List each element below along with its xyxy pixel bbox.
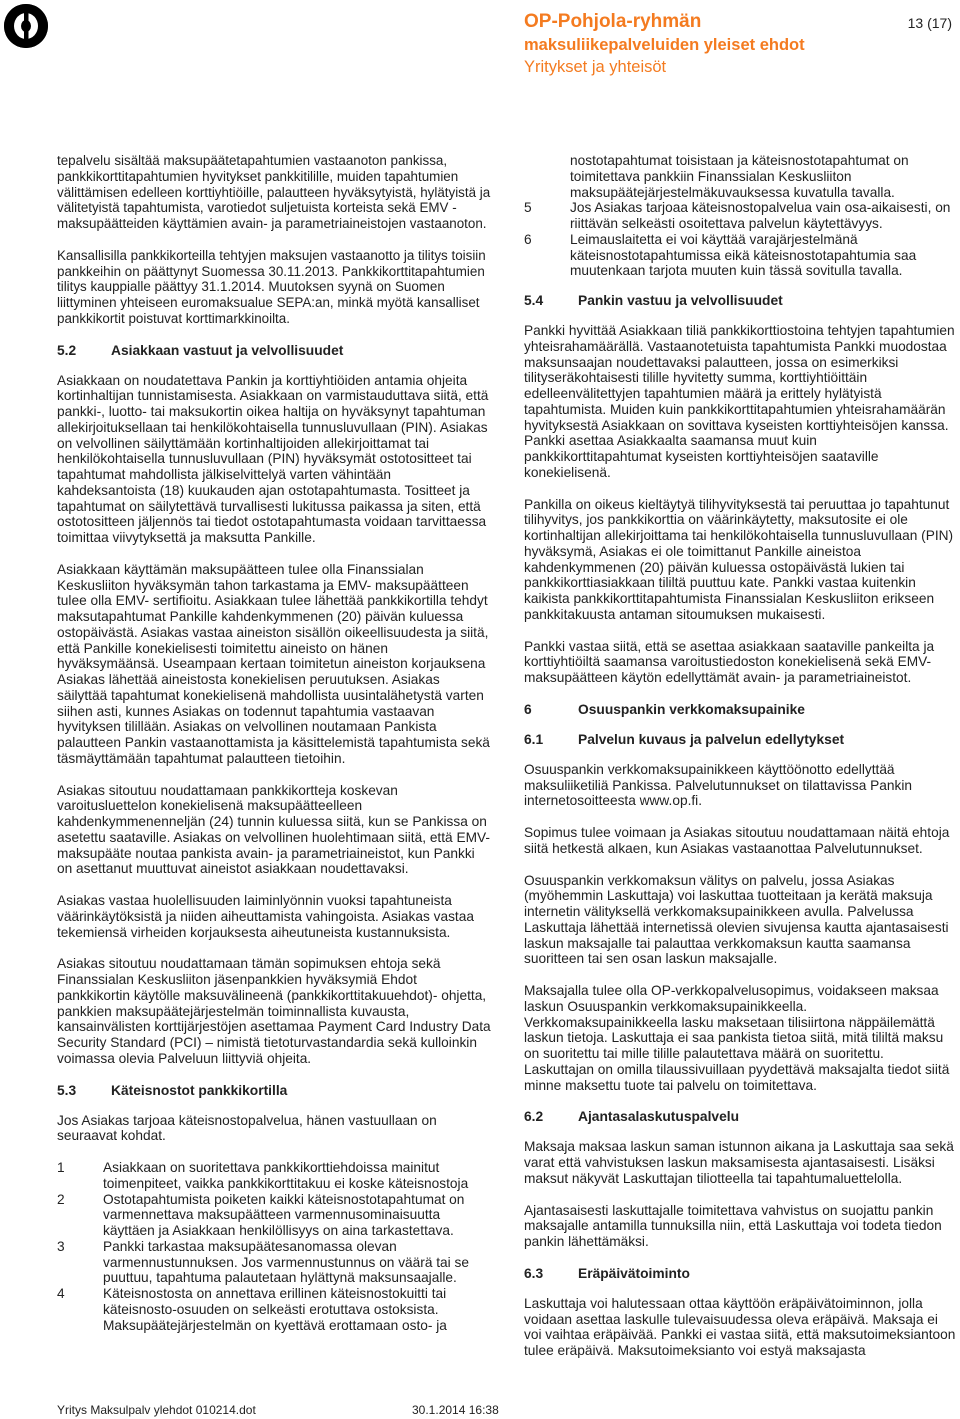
paragraph: Sopimus tulee voimaan ja Asiakas sitoutuu noudattamaan näitä ehtoja siitä hetkestä alkaen, kun Asiakas vastaanottaa Palvelutunnukset. (524, 825, 950, 856)
header-subtitle-2: Yritykset ja yhteisöt (524, 58, 667, 76)
page-number: 13 (17) (907, 15, 952, 31)
paragraph: Asiakkaan käyttämän maksupäätteen tulee olla Finanssialan Keskusliiton hyväksymän tahon tarkastama ja EMV- maksupäätteen tulee olla EMV- sertifioitu. Asiakkaan tulee lähettää pankkikortilla tehdyt maksutapahtumat Pankille kahdenkymmenen (20) päivän kuluessa ostopäivästä. Asiakas vastaa aineiston sisällön oikeellisuudesta ja siitä, että Pankille konekielisesti toimitettu aineisto on hänen hyväksymäänsä. Useampaan kertaan toimitetun aineiston korjauksena Asiakas lähettää aineistosta konekielisen peruutuksen. Asiakas säilyttää tapahtumat konekielisenä mahdollista uusintalähetystä varten siihen asti, kunnes Asiakas on todennut tapahtumia vastaavan hyvityksen tilillään. Asiakas on velvollinen noutamaan Pankista palautteen Pankin vastaanottamista ja käsittelemistä tapahtumista sekä täsmäyttämään tapahtumat palautteen tietoihin. (57, 561, 490, 766)
list-item: 6 Leimauslaitetta ei voi käyttää varajärjestelmänä käteisnostotapahtumissa eikä käteisnostotapahtumia saa muutenkaan tarjota muuten kuin tässä sovitulla tavalla. (524, 231, 917, 279)
paragraph: Pankki vastaa siitä, että se asettaa asiakkaan saataville pankeilta ja korttiyhtiöiltä saamansa varoitustiedoston konekielisenä sekä EMV-maksupäätteen käytön edellyttämät avain- ja parametriaineistot. (524, 638, 935, 685)
paragraph: Asiakkaan on noudatettava Pankin ja korttiyhtiöiden antamia ohjeita kortinhaltijan tunnistamisesta. Asiakkaan on varmistauduttava siitä, että pankki-, luotto- tai maksukortin oikea haltija on hyväksynyt tapahtuman allekirjoituksellaan tai henkilökohtaisella tunnusluvullaan (PIN). Asiakas on velvollinen säilyttämään kortinhaltijoiden allekirjoittamat tai henkilökohtaisella tunnusluvullaan (PIN) hyväksymät ostotositteet tai tapahtumat mahdollista jälkiselvittelyä varten vähintään kahdeksantoista (18) kuukauden ajan ostotapahtumasta. Tositteet ja tapahtumat on säilytettävä turvallisesti lukitussa paikassa ja siten, että ostotositteen jäljennös tai tiedot ostotapahtumasta voidaan tarvittaessa toimittaa viivytyksettä ja maksutta Pankille. (57, 372, 489, 545)
op-logo-icon (4, 4, 48, 48)
list-item: 4 Käteisnostosta on annettava erillinen käteisnostokuitti tai käteisnosto-osuuden on selkeästi erotuttava ostoksista. Maksupäätejärjestelmän on kyettävä erottamaan osto- ja (57, 1286, 447, 1333)
paragraph: tepalvelu sisältää maksupäätetapahtumien vastaanoton pankissa, pankkikorttitapahtumien hyvitykset pankkitilille, muiden tapahtumien välittämisen edelleen korttiyhtiöille, palautteen hyväksytyistä, hylätyistä ja välitetyistä tapahtumista, varotiedot suljetuista korteista sekä EMV -maksupäätteiden käyttämien avain- ja parametriaineistojen vastaanoton. (57, 153, 491, 231)
paragraph: Ajantasaisesti laskuttajalle toimitettava vahvistus on suojattu pankin maksajalle antamilla tunnuksilla niin, että Laskuttaja voi todeta tiedon pankin lähettämäksi. (524, 1202, 942, 1249)
paragraph: Pankilla on oikeus kieltäytyä tilihyvityksestä tai peruuttaa jo tapahtunut tilihyvitys, jos pankkikorttia on väärinkäytetty, maksutosite ei ole kortinhaltijan allekirjoittama tai henkilökohtaisella tunnusluvullaan (PIN) hyväksymä, Asiakas ei ole toimittanut Pankille aineistoa kahdenkymmenen (20) päivän kuluessa ostopäivästä lukien tai pankkikorttiasiakkaan tililtä puuttuu kate. Pankki vastaa kuitenkin kaikista pankkikorttitapahtumista Finanssialan Keskusliiton erikseen pankkitakuusta antaman sitoumuksen mukaisesti. (524, 496, 954, 622)
paragraph: Asiakas sitoutuu noudattamaan pankkikortteja koskevan varoitusluettelon konekielisenä maksupäätteelleen kahdenkymmenenneljän (24) tunnin kuluessa siitä, kun se Pankissa on asetettu saataville. Asiakas on velvollinen huolehtimaan siitä, että EMV- maksupääte noutaa pankista avain- ja parametriaineistot, kun Pankki on asettanut muuttuvat aineistot asiakkaan noudettavaksi. (57, 782, 490, 877)
numbered-list (524, 153, 956, 279)
paragraph: Laskuttaja voi halutessaan ottaa käyttöön eräpäivätoiminnon, jolla voidaan asettaa laskulle tulevaisuudessa oleva eräpäivä. Maksaja ei voi vaihtaa eräpäivää. Pankki ei vastaa siitä, että maksutoimeksiantoon tulee eräpäivä. Maksutoimeksianto voi estyä maksajasta (524, 1295, 956, 1358)
section-heading-6-3: 6.3 Eräpäivätoiminto (524, 1265, 690, 1281)
section-heading-6: 6 Osuuspankin verkkomaksupainike (524, 701, 805, 717)
section-heading-5-2: 5.2 Asiakkaan vastuut ja velvollisuudet (57, 342, 344, 358)
section-heading-6-1: 6.1 Palvelun kuvaus ja palvelun edellytykset (524, 731, 845, 747)
right-column (524, 153, 956, 1375)
list-item: nostotapahtumat toisistaan ja käteisnostotapahtumat on toimitettava pankkiin Finanssialan Keskusliiton maksupäätejärjestelmäkuvauksessa kuvatulla tavalla. (570, 153, 909, 200)
left-column (57, 153, 493, 1347)
paragraph: Asiakas vastaa huolellisuuden laiminlyönnin vuoksi tapahtuneista väärinkäytöksistä ja niiden aiheuttamista vahingoista. Asiakas vastaa tekemiensä virheiden korjauksesta aiheutuneista kustannuksista. (57, 893, 474, 940)
list-item: 3 Pankki tarkastaa maksupäätesanomassa olevan varmennustunnuksen. Jos varmennustunnus on väärä tai se puuttuu, tapahtuma palautetaan hylättynä maksunsaajalle. (57, 1238, 469, 1286)
paragraph: Pankki hyvittää Asiakkaan tiliä pankkikorttiostoina tehtyjen tapahtumien yhteisrahamäärällä. Vastaanotetuista tapahtumista Pankki muodostaa maksunsaajan noudettavaksi palautteen, jossa on esimerkiksi tilityseräkohtaisesti tilille hyvitetty summa, korttiyhtiöittäin edelleenvälitettyjen tapahtumien määrä ja erittely hylätyistä tapahtumista. Muiden kuin pankkikorttitapahtumien yhteisrahamäärän hyvityksestä Asiakkaan on sovittava kyseisten korttiyhteisöjen kanssa. Pankki asettaa Asiakkaalta saamansa muut kuin pankkikorttitapahtumat kyseisten korttiyhteisöjen saataville konekielisenä. (524, 323, 955, 480)
paragraph: Osuuspankin verkkomaksun välitys on palvelu, jossa Asiakas (myöhemmin Laskuttaja) voi laskuttaa tuotteitaan ja kerätä maksuja internetin välityksellä verkkomaksupainikkeen avulla. Palvelussa Laskuttaja lähettää internetissä olevien sivujensa kautta ajantasaisesti laskun maksajalle tai palauttaa verkkomaksun kautta saamansa suoritteen tai sen osan laskun maksajalle. (524, 872, 949, 967)
numbered-list (57, 1160, 493, 1333)
paragraph: Osuuspankin verkkomaksupainikkeen käyttöönotto edellyttää maksuliiketiliä Pankissa. Palvelutunnukset on tilattavissa Pankin internetosoitteesta www.op.fi. (524, 761, 913, 809)
section-heading-6-2: 6.2 Ajantasalaskutuspalvelu (524, 1109, 740, 1125)
list-item: 2 Ostotapahtumista poiketen kaikki käteisnostotapahtumat on varmennettava maksupäätteen varmennusominaisuutta käyttäen ja Asiakkaan henkilöllisyys on aina tarkastettava. (57, 1191, 465, 1238)
paragraph: Jos Asiakas tarjoaa käteisnostopalvelua, hänen vastuullaan on seuraavat kohdat. (57, 1112, 437, 1144)
list-item: 1 Asiakkaan on suoritettava pankkikorttiehdoissa mainitut toimenpiteet, vaikka pankkikorttitakuu ei koske käteisnostoja (57, 1160, 469, 1191)
list-item: 5 Jos Asiakas tarjoaa käteisnostopalvelua vain osa-aikaisesti, on riittävän selkeästi osoitettava palvelun käytettävyys. (524, 200, 951, 231)
footer-filename: Yritys Maksulpalv ylehdot 010214.dot (57, 1403, 256, 1417)
section-heading-5-3: 5.3 Käteisnostot pankkikortilla (57, 1082, 288, 1098)
footer-date: 30.1.2014 16:38 (412, 1403, 499, 1417)
header-title: OP-Pohjola-ryhmän (524, 11, 702, 32)
section-heading-5-4: 5.4 Pankin vastuu ja velvollisuudet (524, 293, 783, 308)
paragraph: Maksajalla tulee olla OP-verkkopalvelusopimus, voidakseen maksaa laskun Osuuspankin verkkomaksupainikkeella. Verkkomaksupainikkeella lasku maksetaan tilisiirtona näppäilemättä laskun tietoja. Laskuttaja ei saa pankista tietoa siitä, mitä tililtä maksu on suoritettu tai mille tilille palautettava määrä on suoritettu. Laskuttajan on omilla tilaussivuillaan pyydettävä maksajalta tiedot siitä minne maksettu tuote tai palvelu on toimitettava. (524, 983, 950, 1093)
header-subtitle: maksuliikepalveluiden yleiset ehdot (524, 36, 805, 54)
paragraph: Maksaja maksaa laskun saman istunnon aikana ja Laskuttaja saa sekä varat että vahvistuksen laskun maksamisesta ajantasaisesti. Lisäksi maksut näkyvät Laskuttajan tiliotteella tai tapahtumaluettelolla. (524, 1139, 954, 1186)
document-header (524, 10, 954, 78)
paragraph: Kansallisilla pankkikorteilla tehtyjen maksujen vastaanotto ja tilitys toisiin pankkeihin on päättynyt Suomessa 30.11.2013. Pankkikorttitapahtumien tilitys kauppialle päättyy 31.1.2014. Muutoksen syynä on Suomen liittyminen yhteiseen euromaksualue SEPA:an, minkä myötä kansalliset pankkikortit poistuvat korttimarkkinoilta. (57, 247, 486, 326)
paragraph: Asiakas sitoutuu noudattamaan tämän sopimuksen ehtoja sekä Finanssialan Keskusliiton jäsenpankkien hyväksymiä Ehdot pankkikortin käytölle maksuvälineenä (pankkikorttitakuuehdot)- ohjetta, pankkien maksupäätejärjestelmän toiminnallista kuvausta, kansainvälisten korttijärjestöjen asettamaa Payment Card Industry Data Security Standard (PCI) – nimistä tietoturvastandardia sekä kulloinkin voimassa olevia Palveluun liittyviä ohjeita. (57, 956, 491, 1066)
